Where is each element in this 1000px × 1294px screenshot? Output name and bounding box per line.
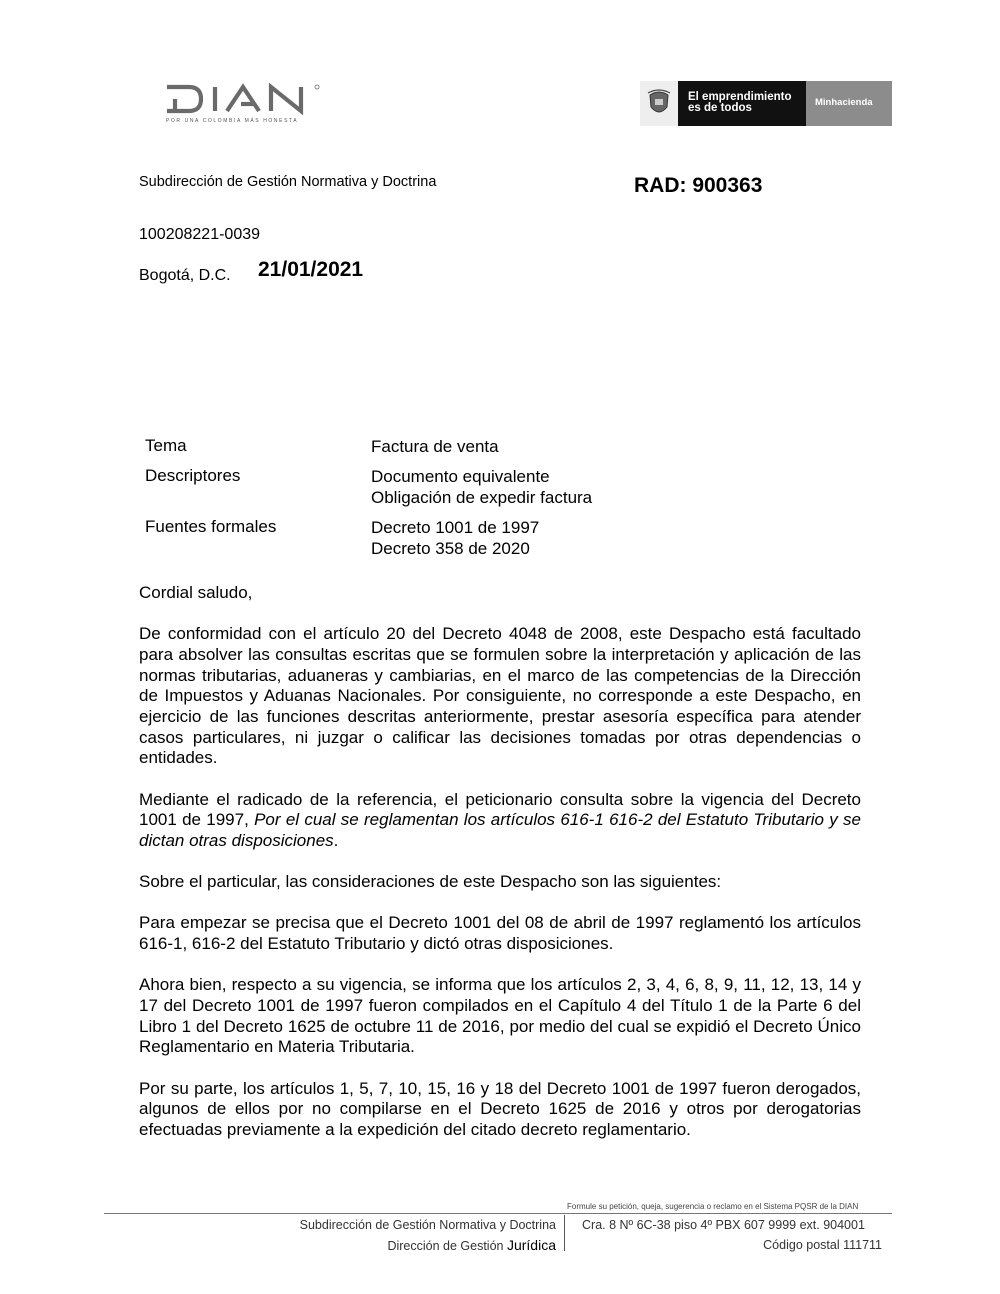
rad-number: RAD: 900363 — [634, 174, 763, 197]
document-date: 21/01/2021 — [258, 258, 364, 281]
reference-number: 100208221-0039 — [139, 226, 261, 243]
decree-title: Por el cual se reglamentan los artículos 616-1 616-2 del Estatuto Tributario y se dictan otras disposiciones — [139, 810, 861, 851]
gov-slogan-line-2: es de todos — [688, 102, 752, 114]
city: Bogotá, D.C. — [139, 267, 231, 284]
descriptor-item: Obligación de expedir factura — [371, 488, 593, 507]
footer-office — [300, 1215, 556, 1256]
tema-label: Tema — [145, 436, 187, 455]
descriptor-item: Documento equivalente — [371, 467, 550, 486]
ministry-label: Minhacienda — [806, 81, 892, 126]
footer-pqsr-note: Formule su petición, queja, sugerencia o reclamo en el Sistema PQSR de la DIAN — [567, 1202, 859, 1211]
paragraph: Sobre el particular, las consideraciones de este Despacho son las siguientes: — [139, 872, 722, 892]
subdirectorate-label: Subdirección de Gestión Normativa y Doctrina — [139, 174, 437, 190]
footer-office-direction: Dirección de Gestión — [387, 1239, 507, 1253]
fuentes-label: Fuentes formales — [145, 517, 277, 536]
footer-address-line-1: Cra. 8 Nº 6C-38 piso 4º PBX 607 9999 ext. 904001 — [582, 1218, 865, 1232]
gov-slogan-line-1: El emprendimiento — [688, 91, 792, 103]
paragraph: Para empezar se precisa que el Decreto 1001 del 08 de abril de 1997 reglamentó los artículos 616-1, 616-2 del Estatuto Tributario y dictó otras disposiciones. — [139, 913, 861, 954]
fuente-item: Decreto 358 de 2020 — [371, 539, 530, 558]
footer-divider — [104, 1213, 892, 1214]
footer-vertical-divider — [564, 1215, 565, 1251]
footer-postal-code: Código postal 111711 — [763, 1238, 882, 1252]
footer-office-line-1: Subdirección de Gestión Normativa y Doctrina — [299, 1218, 556, 1232]
paragraph: Ahora bien, respecto a su vigencia, se informa que los artículos 2, 3, 4, 6, 8, 9, 11, 12, 13, 14 y 17 del Decreto 1001 de 1997 fueron compilados en el Capítulo 4 del Título 1 de la Parte 6 del Libro 1 del Decreto 1625 de octubre 11 de 2016, por medio del cual se expidió el Decreto Único Reglamentario en Materia Tributaria. — [139, 975, 861, 1057]
greeting: Cordial saludo, — [139, 583, 253, 602]
footer-office-line-2 — [300, 1235, 556, 1256]
gov-slogan — [678, 81, 806, 126]
coat-of-arms-icon — [640, 81, 678, 126]
paragraph-text: Mediante el radicado de la referencia, el peticionario consulta sobre la vigencia del Decreto 1001 de 1997, — [139, 789, 861, 830]
paragraph — [139, 790, 861, 852]
dian-wordmark-graphic — [165, 82, 325, 116]
paragraph: De conformidad con el artículo 20 del Decreto 4048 de 2008, este Despacho está facultado para absolver las consultas escritas que se formulen sobre la interpretación y aplicación de las normas tributarias, aduaneras y cambiarias, en el marco de las competencias de la Dirección de Impuestos y Aduanas Nacionales. Por consiguiente, no corresponde a este Despacho, en ejercicio de las funciones descritas anteriormente, prestar asesoría específica para atender casos particulares, ni juzgar o calificar las decisiones tomadas por otras dependencias o entidades. — [139, 624, 861, 768]
footer-office-juridica: Jurídica — [506, 1237, 556, 1253]
fuente-item: Decreto 1001 de 1997 — [371, 518, 540, 537]
fuentes-value — [371, 517, 539, 559]
letter-body — [139, 583, 861, 1161]
paragraph-text: . — [333, 831, 339, 851]
tema-value: Factura de venta — [371, 437, 499, 456]
government-logo — [640, 81, 892, 126]
descriptores-value — [371, 466, 592, 508]
descriptores-label: Descriptores — [145, 466, 241, 485]
paragraph: Por su parte, los artículos 1, 5, 7, 10, 15, 16 y 18 del Decreto 1001 de 1997 fueron derogados, algunos de ellos por no compilarse en el Decreto 1625 de 2016 y otros por derogatorias efectuadas previamente a la expedición del citado decreto reglamentario. — [139, 1078, 861, 1140]
dian-tagline: POR UNA COLOMBIA MÁS HONESTA — [166, 118, 299, 124]
footer-address — [582, 1215, 882, 1255]
